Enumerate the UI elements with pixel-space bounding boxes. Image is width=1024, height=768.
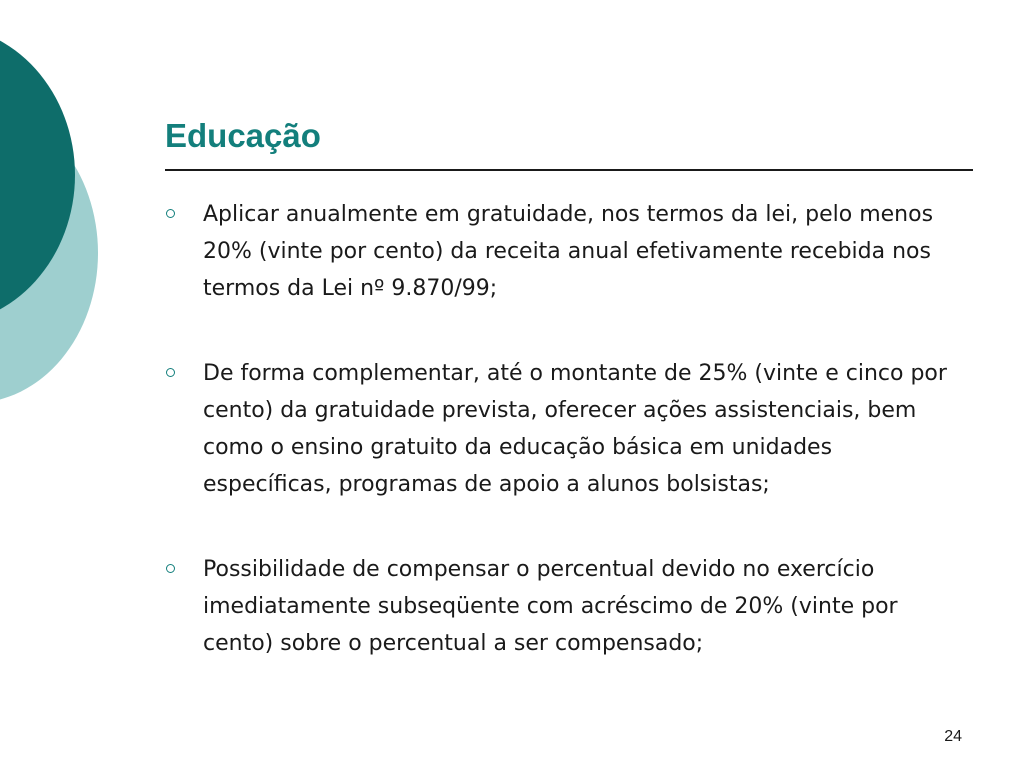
- bullet-item: [165, 196, 965, 307]
- bullet-text: De forma complementar, até o montante de 25% (vinte e cinco por cento) da gratuidade prevista, oferecer ações assistenciais, bem como o ensino gratuito da educação básica em unidades específicas, programas de apoio a alunos bolsistas;: [203, 361, 947, 497]
- bullet-text: Aplicar anualmente em gratuidade, nos termos da lei, pelo menos 20% (vinte por cento) da receita anual efetivamente recebida nos termos da Lei nº 9.870/99;: [203, 202, 934, 301]
- page-number: 24: [944, 728, 962, 745]
- slide-title: Educação: [165, 117, 321, 154]
- bullet-item: [165, 355, 965, 503]
- bullet-item: [165, 551, 965, 662]
- bullet-list: [165, 196, 965, 662]
- title-divider: [165, 169, 973, 171]
- hollow-circle-bullet-icon: [166, 564, 175, 573]
- bullet-text: Possibilidade de compensar o percentual devido no exercício imediatamente subseqüente com acréscimo de 20% (vinte por cento) sobre o percentual a ser compensado;: [203, 557, 898, 656]
- hollow-circle-bullet-icon: [166, 368, 175, 377]
- hollow-circle-bullet-icon: [166, 209, 175, 218]
